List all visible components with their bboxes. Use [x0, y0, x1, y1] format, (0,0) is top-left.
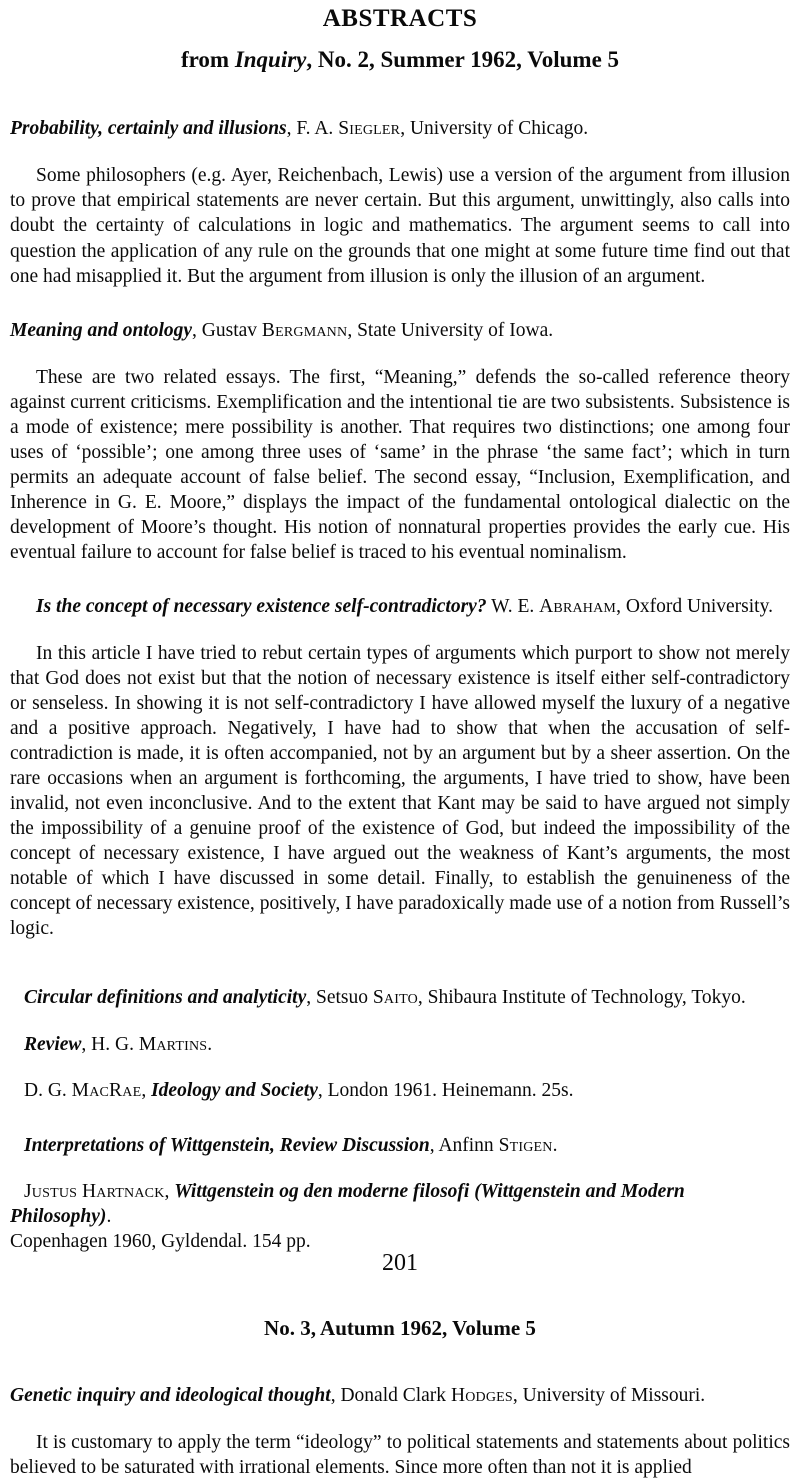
listing-title: Circular definitions and analyticity	[24, 987, 307, 1009]
spacer	[10, 1340, 790, 1384]
abstract-body-bergmann: These are two related essays. The first, “Meaning,” defends the so-called reference theory against current criticisms. Exemplification and the intentional tie are two subsistents. Subsistence is a mode of existence; mere possibility is another. That requires two distinctions; one among four uses of ‘possible’; one among three uses of ‘same’ in the phrase ‘the same fact’; which in turn permits an adequate account of false belief. The second essay, “Inclusion, Exemplification, and Inherence in G. E. Moore,” displays the impact of the fundamental ontological dialectic on the development of Moore’s thought. His notion of nonnatural properties provides the early cue. His eventual failure to account for false belief is traced to his eventual nominalism.	[10, 366, 790, 563]
listing-title: Review	[24, 1033, 82, 1055]
listing-martins	[10, 1032, 790, 1057]
entry-author: Bergmann	[261, 319, 348, 341]
spacer	[10, 1409, 790, 1430]
book2-title: Wittgenstein og den moderne filosofi (Wittgenstein and Modern Philosophy)	[10, 1180, 685, 1227]
book-tail: , London 1961. Heinemann. 25s.	[317, 1079, 574, 1101]
abstract-body-abraham: In this article I have tried to rebut certain types of arguments which purport to show not merely that God does not exist but that the notion of necessary existence is itself either self-contradictory or senseless. In showing it is not self-contradictory I have allowed myself the luxury of a negative and a positive approach. Negatively, I have had to show that when the accusation of self-contradiction is made, it is often accompanied, not by an argument but by a sheer assertion. On the rare occasions when an argument is forthcoming, the arguments, I have tried to show, have been invalid, not even inconclusive. And to the extent that Kant may be said to have argued not simply the impossibility of a genuine proof of the existence of God, but indeed the impossibility of the concept of necessary existence, I have argued out the weakness of Kant’s arguments, the most notable of which I have discussed in some detail. Finally, to establish the genuineness of the concept of necessary existence, positively, I have paradoxically made use of a notion from Russell’s logic.	[10, 642, 790, 940]
entry-byline-pre: , Gustav	[192, 319, 262, 341]
spacer	[10, 1011, 790, 1032]
entry-byline-post: , Oxford University.	[616, 595, 773, 617]
listing-byline-pre: , Setsuo	[306, 987, 373, 1009]
spacer	[10, 941, 790, 985]
listing-author: Martins	[138, 1033, 208, 1055]
entry-title: Genetic inquiry and ideological thought	[10, 1384, 331, 1406]
review-discussion-title: Interpretations of Wittgenstein, Review Discussion	[24, 1134, 430, 1156]
listing-byline-post: , Shibaura Institute of Technology, Tokyo.	[417, 987, 746, 1009]
review-byline-post: .	[552, 1134, 558, 1156]
book-notice-macrae	[10, 1078, 790, 1103]
spacer	[10, 344, 790, 365]
entry-title: Is the concept of necessary existence self-contradictory?	[36, 595, 487, 617]
book-notice-hartnack	[10, 1179, 790, 1229]
entry-heading-siegler	[10, 117, 790, 142]
book-author: MacRae	[71, 1079, 142, 1101]
journal-page	[0, 5, 800, 1478]
entry-heading-bergmann	[10, 319, 790, 344]
page-folio: 201	[382, 1250, 418, 1276]
review-byline-pre: , Anfinn	[429, 1134, 499, 1156]
spacer	[10, 142, 790, 163]
listing-byline-pre: , H. G.	[81, 1033, 139, 1055]
abstract-body-siegler: Some philosophers (e.g. Ayer, Reichenbach, Lewis) use a version of the argument from illusion to prove that empirical statements are never certain. But this argument, unwittingly, also calls into doubt the certainty of calculations in logic and mathematics. The argument seems to call into question the application of any rule on the grounds that one might at some future time find out that one had misapplied it. But the argument from illusion is only the illusion of an argument.	[10, 165, 790, 287]
book2-author-first: Justus	[24, 1180, 78, 1202]
entry-byline-post: , State University of Iowa.	[347, 319, 554, 341]
entry-heading-abraham	[10, 595, 790, 620]
next-issue-heading: No. 3, Autumn 1962, Volume 5	[264, 1315, 536, 1340]
spacer	[10, 620, 790, 641]
spacer	[10, 565, 790, 595]
spacer	[10, 73, 790, 117]
page-title: ABSTRACTS	[322, 5, 478, 32]
book-separator: ,	[141, 1079, 152, 1101]
entry-author: Hodges	[450, 1384, 513, 1406]
book-title: Ideology and Society	[151, 1079, 318, 1101]
book-notice-hartnack-line2: Copenhagen 1960, Gyldendal. 154 pp.	[10, 1230, 311, 1252]
spacer	[10, 1103, 790, 1133]
entry-heading-hodges	[10, 1384, 790, 1409]
entry-author: Siegler	[338, 118, 401, 140]
review-author: Stigen	[498, 1134, 553, 1156]
listing-saito	[10, 985, 790, 1010]
book2-separator: ,	[164, 1180, 175, 1202]
entry-title: Meaning and ontology	[10, 319, 193, 341]
abstract-body-hodges: It is customary to apply the term “ideology” to political statements and statements about politics believed to be saturated with irrational elements. Since more often than not it is applied	[10, 1431, 790, 1478]
issue-header-suffix: , No. 2, Summer 1962, Volume 5	[306, 47, 620, 72]
entry-author: Abraham	[539, 595, 617, 617]
issue-header-prefix: from	[180, 47, 235, 72]
spacer	[10, 1057, 790, 1078]
entry-byline-pre: W. E.	[486, 595, 540, 617]
book2-tail: .	[106, 1205, 112, 1227]
book-author-pre: D. G.	[24, 1079, 72, 1101]
entry-byline-post: , University of Chicago.	[400, 118, 589, 140]
entry-byline-pre: , Donald Clark	[330, 1384, 451, 1406]
listing-byline-post: .	[207, 1033, 213, 1055]
spacer	[10, 1158, 790, 1179]
journal-name: Inquiry	[234, 47, 307, 72]
listing-author: Saito	[372, 987, 418, 1009]
review-discussion-stigen	[10, 1133, 790, 1158]
entry-byline-pre: , F. A.	[286, 118, 339, 140]
entry-title: Probability, certainly and illusions	[10, 118, 287, 140]
entry-byline-post: , University of Missouri.	[512, 1384, 706, 1406]
book2-author-last: Hartnack	[82, 1180, 165, 1202]
spacer	[10, 289, 790, 319]
issue-header	[10, 47, 790, 73]
